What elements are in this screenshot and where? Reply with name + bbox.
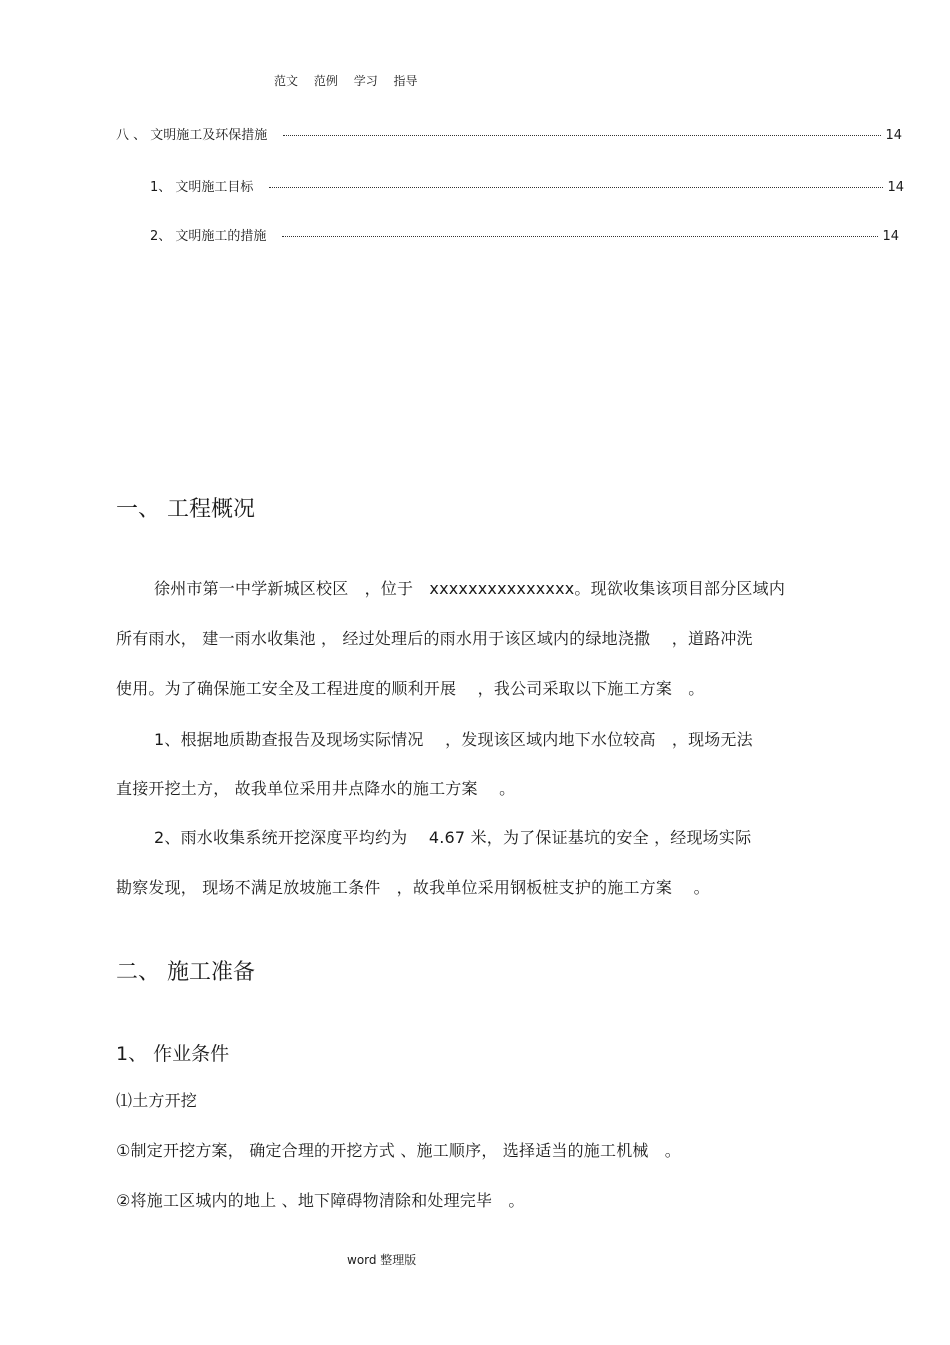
paragraph-line: ①制定开挖方案， 确定合理的开挖方式 、施工顺序， 选择适当的施工机械 。 bbox=[116, 1141, 682, 1160]
paragraph-line: ⑴土方开挖 bbox=[116, 1091, 198, 1110]
toc-page-number: 14 bbox=[882, 229, 899, 244]
toc-leader bbox=[269, 187, 883, 188]
header-item: 指导 bbox=[393, 74, 418, 88]
header-item: 范文 bbox=[274, 74, 299, 88]
toc-page-number: 14 bbox=[885, 128, 902, 143]
toc-leader bbox=[283, 135, 881, 136]
section-title: 二、 施工准备 bbox=[116, 960, 255, 985]
paragraph-line: 徐州市第一中学新城区校区 ，位于 xxxxxxxxxxxxxxx。现欲收集该项目部分区域内 bbox=[154, 579, 786, 598]
paragraph-line: 2、雨水收集系统开挖深度平均约为 4.67 米，为了保证基坑的安全 ，经现场实际 bbox=[154, 828, 752, 847]
page-footer: word 整理版 bbox=[347, 1253, 417, 1267]
toc-label: 2、 文明施工的措施 bbox=[150, 229, 267, 244]
page-header bbox=[274, 72, 430, 89]
paragraph-line: 1、根据地质勘查报告及现场实际情况 ，发现该区域内地下水位较高 ，现场无法 bbox=[154, 730, 753, 749]
section-title: 一、 工程概况 bbox=[116, 497, 255, 522]
toc-entry[interactable] bbox=[150, 225, 899, 244]
toc-entry[interactable] bbox=[116, 124, 902, 143]
paragraph-line: 勘察发现， 现场不满足放坡施工条件 ，故我单位采用钢板桩支护的施工方案 。 bbox=[116, 878, 710, 897]
toc-leader bbox=[282, 236, 878, 237]
paragraph-line: 所有雨水， 建一雨水收集池 ， 经过处理后的雨水用于该区域内的绿地浇撒 ，道路冲洗 bbox=[116, 629, 753, 648]
paragraph-line: ②将施工区城内的地上 、地下障碍物清除和处理完毕 。 bbox=[116, 1191, 525, 1210]
paragraph-line: 使用。为了确保施工安全及工程进度的顺利开展 ，我公司采取以下施工方案 。 bbox=[116, 679, 705, 698]
paragraph-line: 直接开挖土方， 故我单位采用井点降水的施工方案 。 bbox=[116, 779, 516, 798]
toc-label: 1、 文明施工目标 bbox=[150, 180, 254, 195]
toc-label: 八 、 文明施工及环保措施 bbox=[116, 128, 268, 143]
header-item: 范例 bbox=[313, 74, 338, 88]
toc-page-number: 14 bbox=[887, 180, 904, 195]
header-item: 学习 bbox=[353, 74, 378, 88]
toc-entry[interactable] bbox=[150, 176, 904, 195]
subsection-title: 1、 作业条件 bbox=[116, 1043, 230, 1065]
